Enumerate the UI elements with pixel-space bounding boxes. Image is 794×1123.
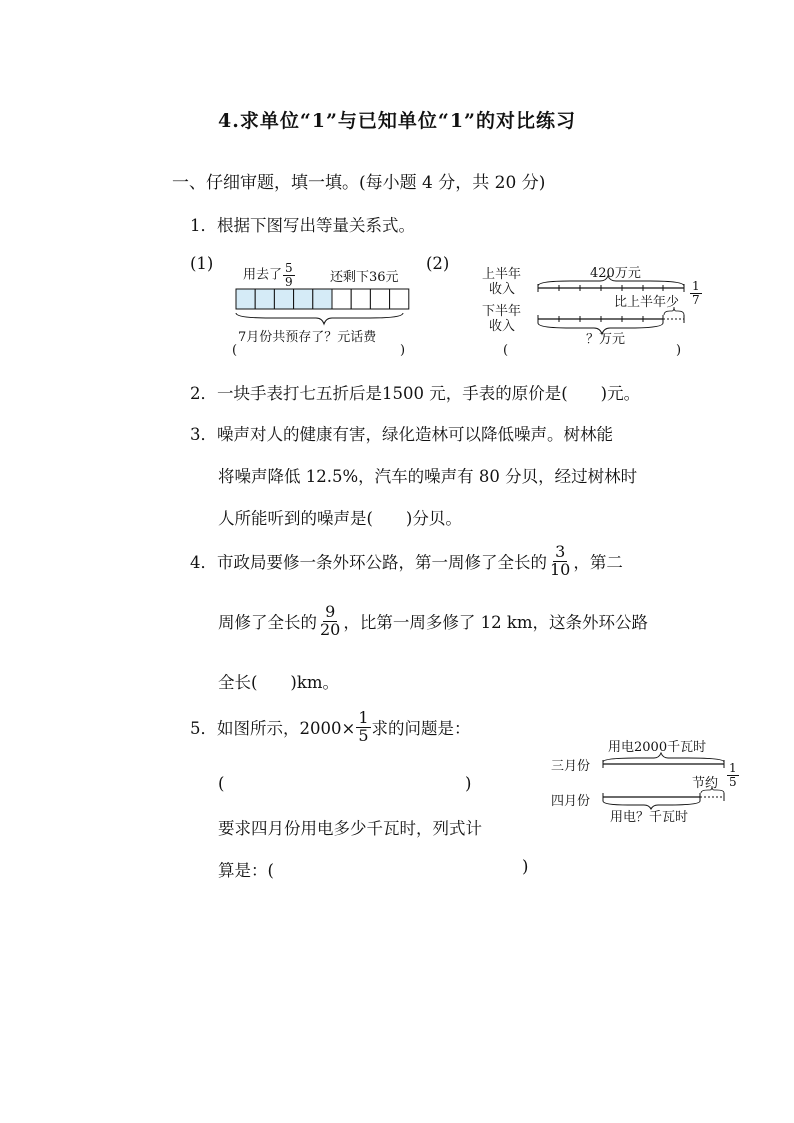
question-5-answer-close: ) (465, 774, 472, 793)
fraction-9-20: $\frac{9}{20}$ (320, 602, 341, 639)
figure-1-answer-open: ( (232, 343, 238, 358)
question-5-line-1: 5．如图所示，2000× $\frac{1}{5}$ 求的问题是： (190, 708, 471, 745)
question-4-line-3: 全长( )km。 (218, 673, 340, 692)
q5-march-label: 三月份 (551, 759, 591, 774)
row2-label-a: 下半年 (482, 304, 522, 319)
question-5-line-4-end: ) (522, 857, 529, 876)
figure-1-total-label: 7月份共预存了？元话费 (238, 330, 377, 345)
used-text: 用去了 (243, 267, 283, 283)
row1-label-a: 上半年 (482, 267, 522, 282)
question-5-line-4-start: 算是：( (218, 861, 274, 880)
remaining-segment (332, 289, 351, 309)
bottom-value-label: ？万元 (586, 332, 626, 347)
segment-group (236, 289, 409, 309)
q5-top-brace (603, 753, 724, 762)
question-3-line-1: 3．噪声对人的健康有害，绿化造林可以降低噪声。树林能 (190, 425, 613, 444)
top-value-label: 420万元 (590, 266, 641, 281)
figure-2-answer-open: ( (503, 343, 509, 358)
remaining-segment (351, 289, 370, 309)
question-4-line-2: 周修了全长的 $\frac{9}{20}$ ，比第一周多修了 12 km，这条外环公路 (218, 602, 648, 639)
question-2-text: 2．一块手表打七五折后是1500 元，手表的原价是( )元。 (190, 384, 641, 403)
fraction-1-5: $\frac{1}{5}$ (358, 708, 369, 745)
used-segment (236, 289, 255, 309)
figure-1-answer-close: ) (400, 343, 406, 358)
question-5-answer-open: ( (218, 774, 225, 793)
q5-save-text: 节约 (692, 776, 719, 791)
q5-bottom-label: 用电？千瓦时 (610, 810, 689, 825)
figure-1-label: (1) (190, 254, 214, 273)
question-3-line-2: 将噪声降低 12.5%，汽车的噪声有 80 分贝，经过树林时 (218, 467, 638, 486)
fraction-3-10: $\frac{3}{10}$ (550, 542, 571, 579)
figure-1-remain-label: 还剩下36元 (330, 270, 399, 285)
used-segment (274, 289, 293, 309)
figure-1-bar-diagram (230, 285, 420, 327)
figure-2-answer-close: ) (676, 343, 682, 358)
figure-1-brace (236, 313, 403, 324)
question-4-line-1: 4．市政局要修一条外环公路，第一周修了全长的 $\frac{3}{10}$ ，第二 (190, 542, 623, 579)
figure-2-label: (2) (426, 254, 450, 273)
used-segment (255, 289, 274, 309)
q5-top-label: 用电2000千瓦时 (608, 740, 707, 755)
used-segment (294, 289, 313, 309)
remaining-segment (370, 289, 389, 309)
section-heading: 一、仔细审题，填一填。(每小题 4 分，共 20 分) (172, 173, 546, 193)
question-5-line-3: 要求四月份用电多少千瓦时，列式计 (218, 819, 482, 838)
less-text: 比上半年少 (614, 295, 680, 310)
row1-label-b: 收入 (489, 282, 516, 297)
q5-save-fraction: $\frac{1}{5}$ (729, 761, 737, 789)
remaining-segment (390, 289, 409, 309)
question-3-line-3: 人所能听到的噪声是( )分贝。 (218, 509, 462, 528)
used-segment (313, 289, 332, 309)
page-title: 4.求单位“1”与已知单位“1”的对比练习 (218, 110, 576, 132)
q5-april-label: 四月份 (551, 794, 591, 809)
question-1-text: 1．根据下图写出等量关系式。 (190, 216, 415, 235)
top-brace (538, 276, 684, 286)
row2-label-b: 收入 (489, 319, 516, 334)
less-fraction: $\frac{1}{7}$ (692, 279, 700, 307)
less-label (614, 291, 679, 310)
used-fraction: $\frac{5}{9}$ (285, 261, 293, 289)
